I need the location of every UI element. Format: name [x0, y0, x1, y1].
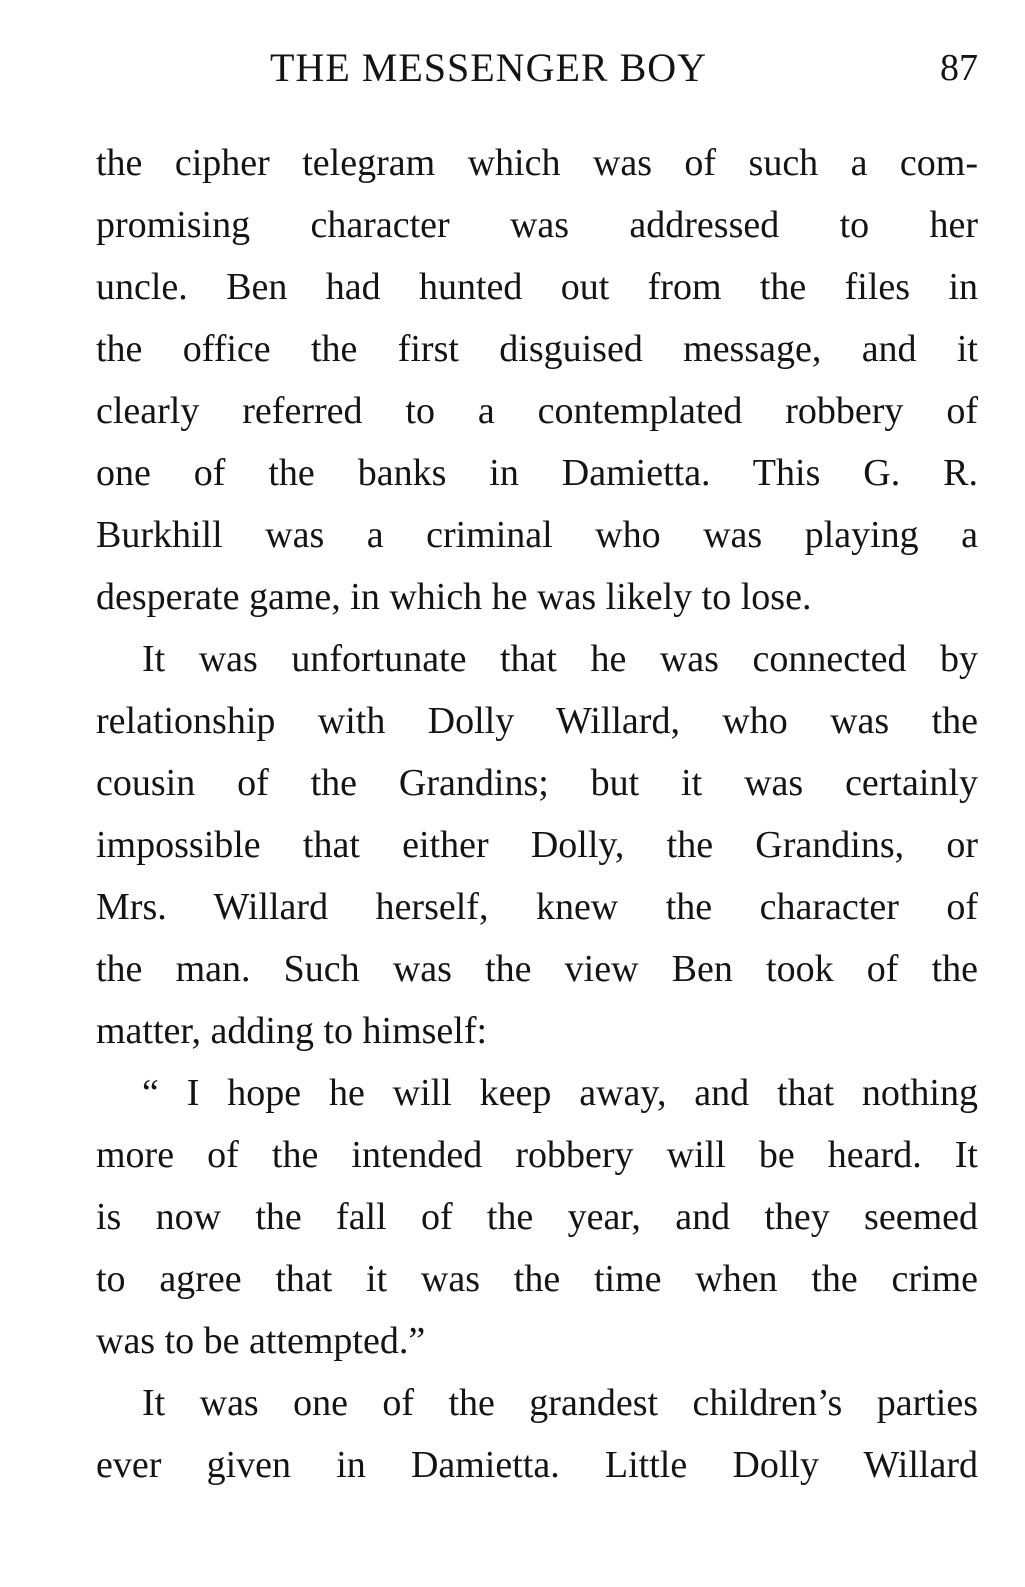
text-line: It was unfortunate that he was connected by: [142, 638, 978, 680]
text-line: cousin of the Grandins; but it was certainly: [96, 762, 978, 804]
text-line: impossible that either Dolly, the Grandins, or: [96, 824, 978, 866]
text-line: the man. Such was the view Ben took of the: [96, 948, 978, 990]
text-line: to agree that it was the time when the crime: [96, 1258, 978, 1300]
text-line: is now the fall of the year, and they seemed: [96, 1196, 978, 1238]
text-line: Mrs. Willard herself, knew the character of: [96, 886, 978, 928]
text-line: Burkhill was a criminal who was playing a: [96, 514, 978, 556]
text-line: was to be attempted.”: [96, 1320, 426, 1362]
text-line: relationship with Dolly Willard, who was the: [96, 700, 978, 742]
running-title: THE MESSENGER BOY: [270, 45, 708, 90]
page-number: 87: [940, 47, 978, 89]
text-line: one of the banks in Damietta. This G. R.: [96, 452, 978, 494]
text-line: promising character was addressed to her: [96, 204, 978, 246]
text-line: clearly referred to a contemplated robbery of: [96, 390, 978, 432]
body-text: [96, 132, 978, 1496]
text-line: ever given in Damietta. Little Dolly Willard: [96, 1444, 978, 1486]
text-line: uncle. Ben had hunted out from the files in: [96, 266, 978, 308]
text-line: It was one of the grandest children’s parties: [142, 1382, 978, 1424]
text-line: desperate game, in which he was likely to lose.: [96, 576, 812, 618]
text-line: “ I hope he will keep away, and that nothing: [142, 1072, 978, 1114]
text-line: more of the intended robbery will be heard. It: [96, 1134, 978, 1176]
text-line: the office the first disguised message, and it: [96, 328, 978, 370]
text-line: the cipher telegram which was of such a com-: [96, 142, 978, 184]
running-head: [96, 44, 978, 104]
text-line: matter, adding to himself:: [96, 1010, 488, 1052]
